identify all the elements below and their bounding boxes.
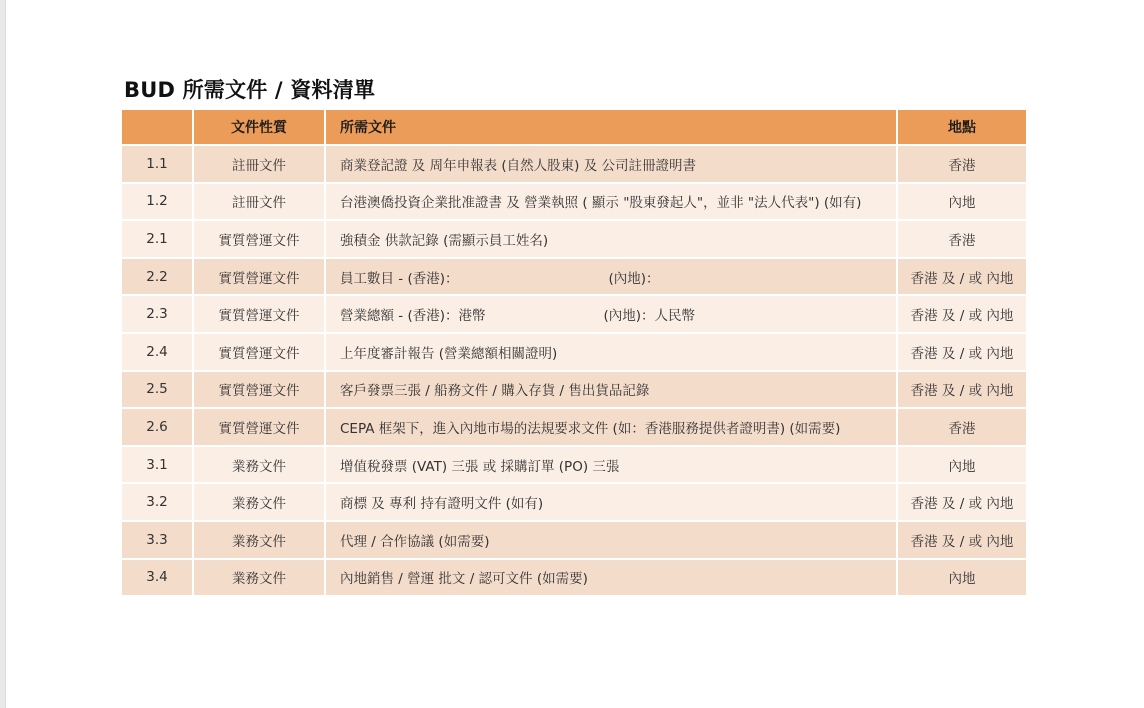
row-number: 1.1 [122, 146, 192, 182]
page-left-edge [0, 0, 6, 708]
row-document-type: 業務文件 [194, 484, 324, 520]
turnover-mainland-label: (內地)：人民幣 [603, 308, 696, 325]
table-header-row [122, 110, 1026, 144]
row-required-document: 上年度審計報告 (營業總額相關證明) [326, 334, 896, 370]
table-row [122, 146, 1026, 182]
row-number: 2.4 [122, 334, 192, 370]
row-number: 2.1 [122, 221, 192, 257]
table-row [122, 522, 1026, 558]
turnover-hk-label: 營業總額 - (香港)：港幣 [340, 308, 486, 325]
row-document-type: 實質營運文件 [194, 296, 324, 332]
row-required-document: CEPA 框架下，進入內地市場的法規要求文件 (如：香港服務提供者證明書) (如需要) [326, 409, 896, 445]
header-document-type: 文件性質 [194, 110, 324, 144]
header-location: 地點 [898, 110, 1026, 144]
table-row [122, 221, 1026, 257]
row-required-document [326, 259, 896, 295]
row-number: 2.3 [122, 296, 192, 332]
row-document-type: 業務文件 [194, 560, 324, 596]
row-required-document: 商標 及 專利 持有證明文件 (如有) [326, 484, 896, 520]
row-required-document: 增值稅發票 (VAT) 三張 或 採購訂單 (PO) 三張 [326, 447, 896, 483]
row-required-document: 強積金 供款記錄 (需顯示員工姓名) [326, 221, 896, 257]
row-number: 2.5 [122, 372, 192, 408]
row-location: 香港 及 / 或 內地 [898, 484, 1026, 520]
table-row [122, 259, 1026, 295]
row-location: 內地 [898, 184, 1026, 220]
row-location: 香港 及 / 或 內地 [898, 372, 1026, 408]
staff-count-mainland-label: (內地)： [608, 270, 660, 287]
header-number [122, 110, 192, 144]
table-row [122, 409, 1026, 445]
table-row [122, 560, 1026, 596]
row-number: 1.2 [122, 184, 192, 220]
row-location: 香港 [898, 409, 1026, 445]
row-location: 香港 及 / 或 內地 [898, 334, 1026, 370]
row-document-type: 實質營運文件 [194, 334, 324, 370]
document-title: BUD 所需文件 / 資料清單 [124, 78, 376, 102]
row-number: 3.1 [122, 447, 192, 483]
row-location: 香港 [898, 146, 1026, 182]
row-document-type: 註冊文件 [194, 184, 324, 220]
row-document-type: 實質營運文件 [194, 259, 324, 295]
table-row [122, 334, 1026, 370]
row-number: 2.2 [122, 259, 192, 295]
header-required-documents: 所需文件 [326, 110, 896, 144]
row-document-type: 實質營運文件 [194, 372, 324, 408]
row-location: 內地 [898, 560, 1026, 596]
row-document-type: 業務文件 [194, 522, 324, 558]
table-row [122, 484, 1026, 520]
row-required-document: 客戶發票三張 / 船務文件 / 購入存貨 / 售出貨品記錄 [326, 372, 896, 408]
row-document-type: 實質營運文件 [194, 221, 324, 257]
row-number: 3.3 [122, 522, 192, 558]
row-required-document: 台港澳僑投資企業批准證書 及 營業執照 ( 顯示 "股東發起人"，並非 "法人代表") (如有) [326, 184, 896, 220]
row-location: 香港 及 / 或 內地 [898, 522, 1026, 558]
row-location: 香港 及 / 或 內地 [898, 296, 1026, 332]
row-location: 香港 [898, 221, 1026, 257]
row-location: 內地 [898, 447, 1026, 483]
table-row [122, 184, 1026, 220]
row-required-document: 商業登記證 及 周年申報表 (自然人股東) 及 公司註冊證明書 [326, 146, 896, 182]
row-document-type: 業務文件 [194, 447, 324, 483]
row-number: 3.4 [122, 560, 192, 596]
documents-table [120, 108, 1028, 597]
row-document-type: 實質營運文件 [194, 409, 324, 445]
row-required-document: 內地銷售 / 營運 批文 / 認可文件 (如需要) [326, 560, 896, 596]
table-row [122, 296, 1026, 332]
row-location: 香港 及 / 或 內地 [898, 259, 1026, 295]
row-required-document: 代理 / 合作協議 (如需要) [326, 522, 896, 558]
table-row [122, 372, 1026, 408]
row-number: 2.6 [122, 409, 192, 445]
staff-count-hk-label: 員工數目 - (香港)： [340, 270, 459, 287]
row-number: 3.2 [122, 484, 192, 520]
row-required-document [326, 296, 896, 332]
table-row [122, 447, 1026, 483]
row-document-type: 註冊文件 [194, 146, 324, 182]
